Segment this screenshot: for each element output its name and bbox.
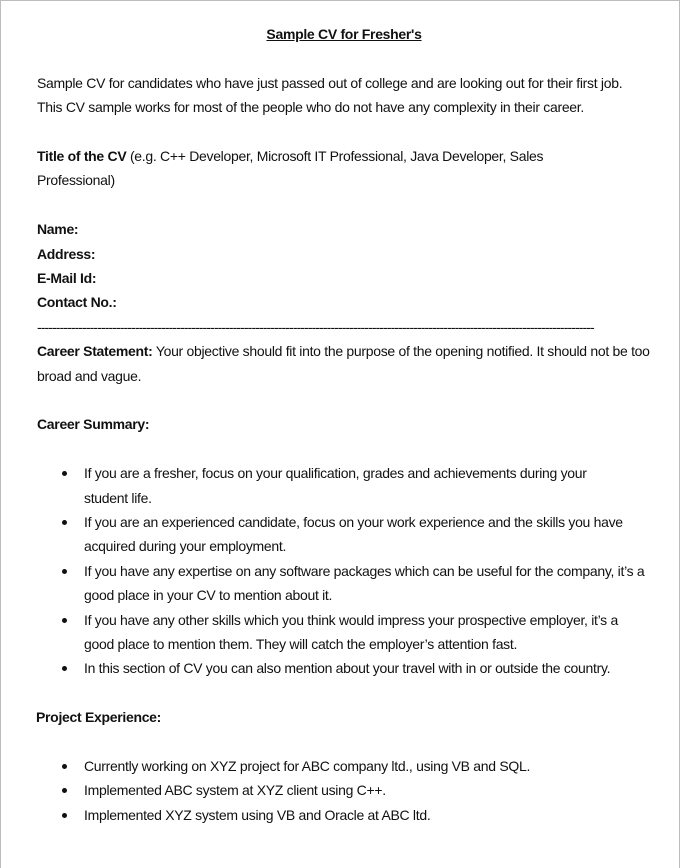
bullet-icon <box>62 569 67 574</box>
bullet-icon <box>62 666 67 671</box>
document-title: Sample CV for Fresher's <box>266 26 422 42</box>
project-experience-heading: Project Experience: <box>36 709 162 726</box>
list-item <box>84 559 651 608</box>
list-item-text: Implemented ABC system at XYZ client using C++. <box>84 782 386 799</box>
list-item-text: If you have any expertise on any software packages which can be useful for the company, it’s a good place in your CV to mention about it. <box>84 562 645 604</box>
career-statement <box>37 339 655 388</box>
intro-line: This CV sample works for most of the people who do not have any complexity in their career. <box>37 99 584 116</box>
list-item-text: In this section of CV you can also mention about your travel with in or outside the country. <box>84 660 611 677</box>
bullet-icon <box>62 764 67 769</box>
bullet-icon <box>62 788 67 793</box>
cv-title-text: (e.g. C++ Developer, Microsoft IT Professional, Java Developer, Sales Professional) <box>37 148 544 189</box>
bullet-icon <box>62 520 67 525</box>
list-item-text: Implemented XYZ system using VB and Oracle at ABC ltd. <box>84 806 431 823</box>
field-address: Address: <box>37 245 96 262</box>
list-item <box>84 461 651 510</box>
cv-title-label: Title of the CV <box>37 148 127 164</box>
intro-line: Sample CV for candidates who have just passed out of college and are looking out for their first job. <box>37 74 623 91</box>
cv-title-paragraph <box>37 144 655 193</box>
field-email: E-Mail Id: <box>37 270 97 287</box>
bullet-icon <box>62 618 67 623</box>
list-item <box>84 754 655 778</box>
career-summary-list <box>37 461 655 681</box>
list-item-text: Currently working on XYZ project for ABC company ltd., using VB and SQL. <box>84 758 531 775</box>
bullet-icon <box>62 813 67 818</box>
list-item <box>84 656 651 680</box>
career-statement-label: Career Statement: <box>37 343 153 360</box>
list-item <box>84 510 651 559</box>
field-name: Name: <box>37 221 79 238</box>
list-item-text: If you have any other skills which you think would impress your prospective employer, it’s a good place to mention them. They will catch the employer’s attention fast. <box>84 611 618 653</box>
career-statement-text: Your objective should fit into the purpose of the opening notified. It should not be too broad and vague. <box>37 343 650 384</box>
bullet-icon <box>62 471 67 476</box>
list-item-text: If you are an experienced candidate, focus on your work experience and the skills you have acquired during your employment. <box>84 514 623 555</box>
list-item <box>84 803 655 827</box>
project-experience-list <box>37 754 655 827</box>
divider: ---------------------------------------------------------------------------------------------------------------------------------------------------- <box>37 318 594 335</box>
career-summary-heading: Career Summary: <box>37 416 150 433</box>
list-item <box>84 778 655 802</box>
field-contact: Contact No.: <box>37 294 117 311</box>
list-item-text: If you are a fresher, focus on your qualification, grades and achievements during your student life. <box>84 465 587 506</box>
list-item <box>84 608 651 657</box>
